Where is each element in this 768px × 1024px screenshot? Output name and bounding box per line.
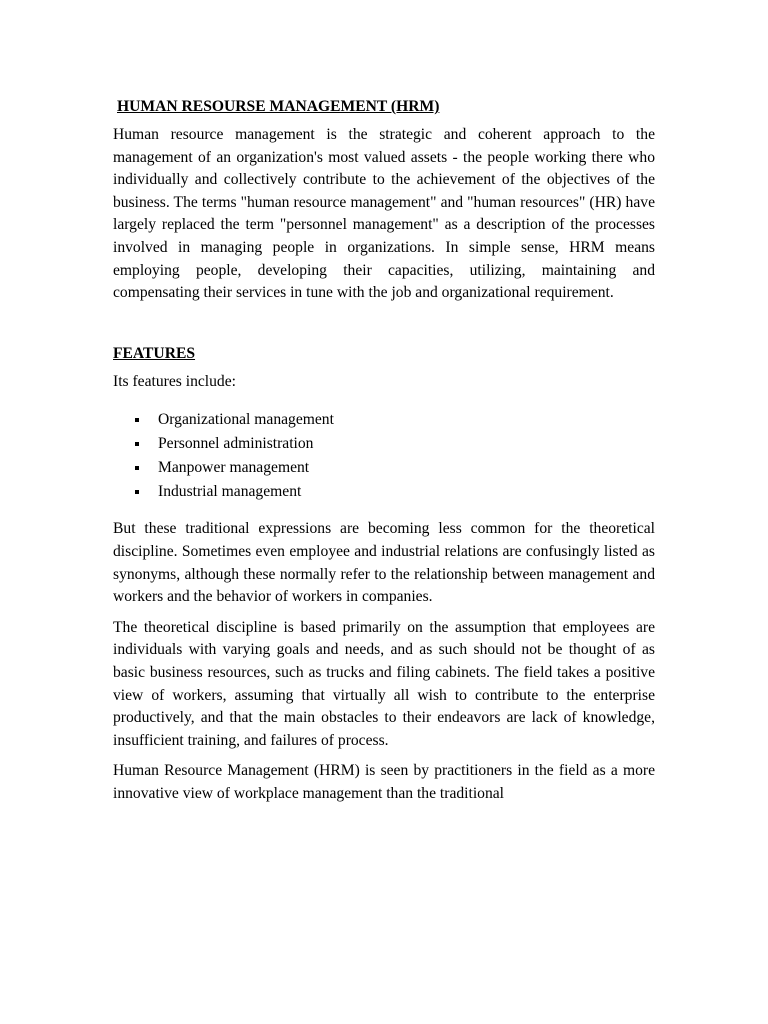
square-bullet-icon	[135, 442, 139, 446]
square-bullet-icon	[135, 418, 139, 422]
intro-paragraph: Human resource management is the strategic and coherent approach to the management of an organization's most valued assets - the people working there who individually and collectively contribute to the achievement of the objectives of the business. The terms "human resource management" and "human resources" (HR) have largely replaced the term "personnel management" as a description of the processes involved in managing people in organizations. In simple sense, HRM means employing people, developing their capacities, utilizing, maintaining and compensating their services in tune with the job and organizational requirement.	[113, 126, 655, 302]
square-bullet-icon	[135, 490, 139, 494]
features-intro: Its features include:	[113, 372, 236, 390]
list-item-label: Organizational management	[158, 411, 334, 429]
features-heading: FEATURES	[113, 344, 196, 362]
document-title: HUMAN RESOURSE MANAGEMENT (HRM)	[117, 98, 440, 115]
hrm-practitioners-paragraph: Human Resource Management (HRM) is seen by practitioners in the field as a more innovative view of workplace management than the traditional	[113, 762, 655, 802]
list-item	[113, 408, 655, 432]
traditional-expressions-paragraph: But these traditional expressions are becoming less common for the theoretical discipline. Sometimes even employee and industrial relations are confusingly listed as synonyms, although these normally refer to the relationship between management and workers and the behavior of workers in companies.	[113, 520, 655, 606]
list-item	[113, 432, 655, 456]
features-list	[113, 408, 655, 504]
square-bullet-icon	[135, 466, 139, 470]
list-item	[113, 480, 655, 504]
list-item	[113, 456, 655, 480]
document-page	[113, 96, 655, 805]
list-item-label: Manpower management	[158, 459, 310, 477]
list-item-label: Personnel administration	[158, 435, 314, 453]
list-item-label: Industrial management	[158, 483, 302, 501]
theoretical-discipline-paragraph: The theoretical discipline is based primarily on the assumption that employees are individuals with varying goals and needs, and as such should not be thought of as basic business resources, such as trucks and filing cabinets. The field takes a positive view of workers, assuming that virtually all wish to contribute to the enterprise productively, and that the main obstacles to their endeavors are lack of knowledge, insufficient training, and failures of process.	[113, 618, 655, 749]
